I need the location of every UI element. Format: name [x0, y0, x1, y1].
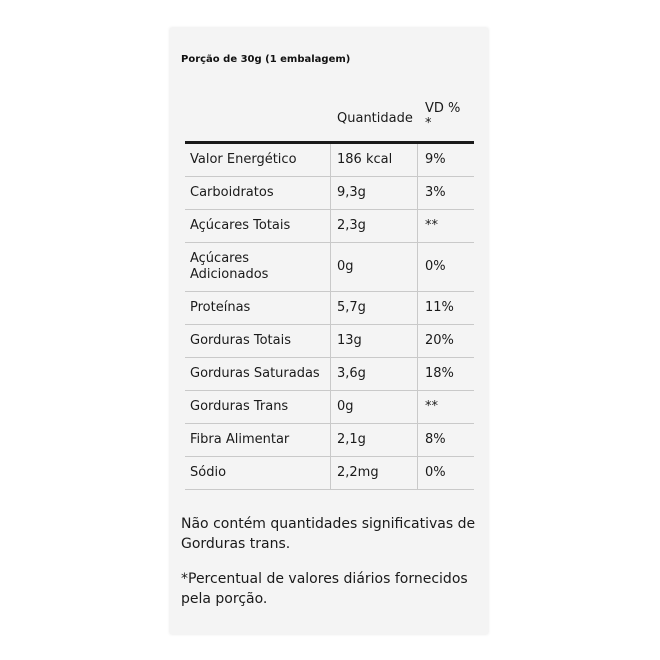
nutrient-name: Carboidratos: [190, 185, 274, 200]
nutrient-quantity: 3,6g: [337, 366, 366, 381]
nutrient-quantity: 5,7g: [337, 300, 366, 315]
nutrient-name: Valor Energético: [190, 152, 297, 167]
header-daily-value: VD % *: [425, 101, 461, 131]
nutrient-daily-value: 18%: [425, 366, 454, 381]
portion-size: Porção de 30g (1 embalagem): [181, 54, 351, 65]
nutrient-name: Gorduras Trans: [190, 399, 289, 414]
nutrient-daily-value: 9%: [425, 152, 446, 167]
nutrient-quantity: 2,3g: [337, 218, 366, 233]
column-divider: [330, 144, 331, 490]
nutrient-name: Gorduras Saturadas: [190, 366, 320, 381]
nutrient-quantity: 0g: [337, 399, 354, 414]
nutrient-quantity: 2,1g: [337, 432, 366, 447]
nutrient-daily-value: **: [425, 218, 438, 233]
nutrient-daily-value: 0%: [425, 259, 446, 274]
column-divider: [417, 144, 418, 490]
nutrient-daily-value: 20%: [425, 333, 454, 348]
nutrient-daily-value: 11%: [425, 300, 454, 315]
nutrient-daily-value: **: [425, 399, 438, 414]
nutrient-quantity: 2,2mg: [337, 465, 379, 480]
nutrient-name: Proteínas: [190, 300, 251, 315]
trans-fat-note: Não contém quantidades significativas de Gorduras trans.: [181, 516, 476, 552]
nutrient-name: Açúcares Totais: [190, 218, 291, 233]
nutrient-quantity: 186 kcal: [337, 152, 393, 167]
nutrient-name: Açúcares Adicionados: [190, 251, 269, 282]
nutrient-daily-value: 8%: [425, 432, 446, 447]
nutrient-quantity: 0g: [337, 259, 354, 274]
nutrient-quantity: 9,3g: [337, 185, 366, 200]
table-header: [185, 98, 474, 144]
nutrition-facts-panel: [170, 28, 488, 634]
daily-value-note: *Percentual de valores diários fornecidos pela porção.: [181, 571, 468, 607]
nutrient-name: Fibra Alimentar: [190, 432, 290, 447]
nutrient-name: Sódio: [190, 465, 227, 480]
footnotes: [181, 514, 481, 624]
nutrient-daily-value: 3%: [425, 185, 446, 200]
nutrient-name: Gorduras Totais: [190, 333, 291, 348]
nutrient-daily-value: 0%: [425, 465, 446, 480]
nutrient-quantity: 13g: [337, 333, 362, 348]
header-quantity: Quantidade: [337, 111, 413, 126]
nutrition-table: [185, 98, 474, 490]
